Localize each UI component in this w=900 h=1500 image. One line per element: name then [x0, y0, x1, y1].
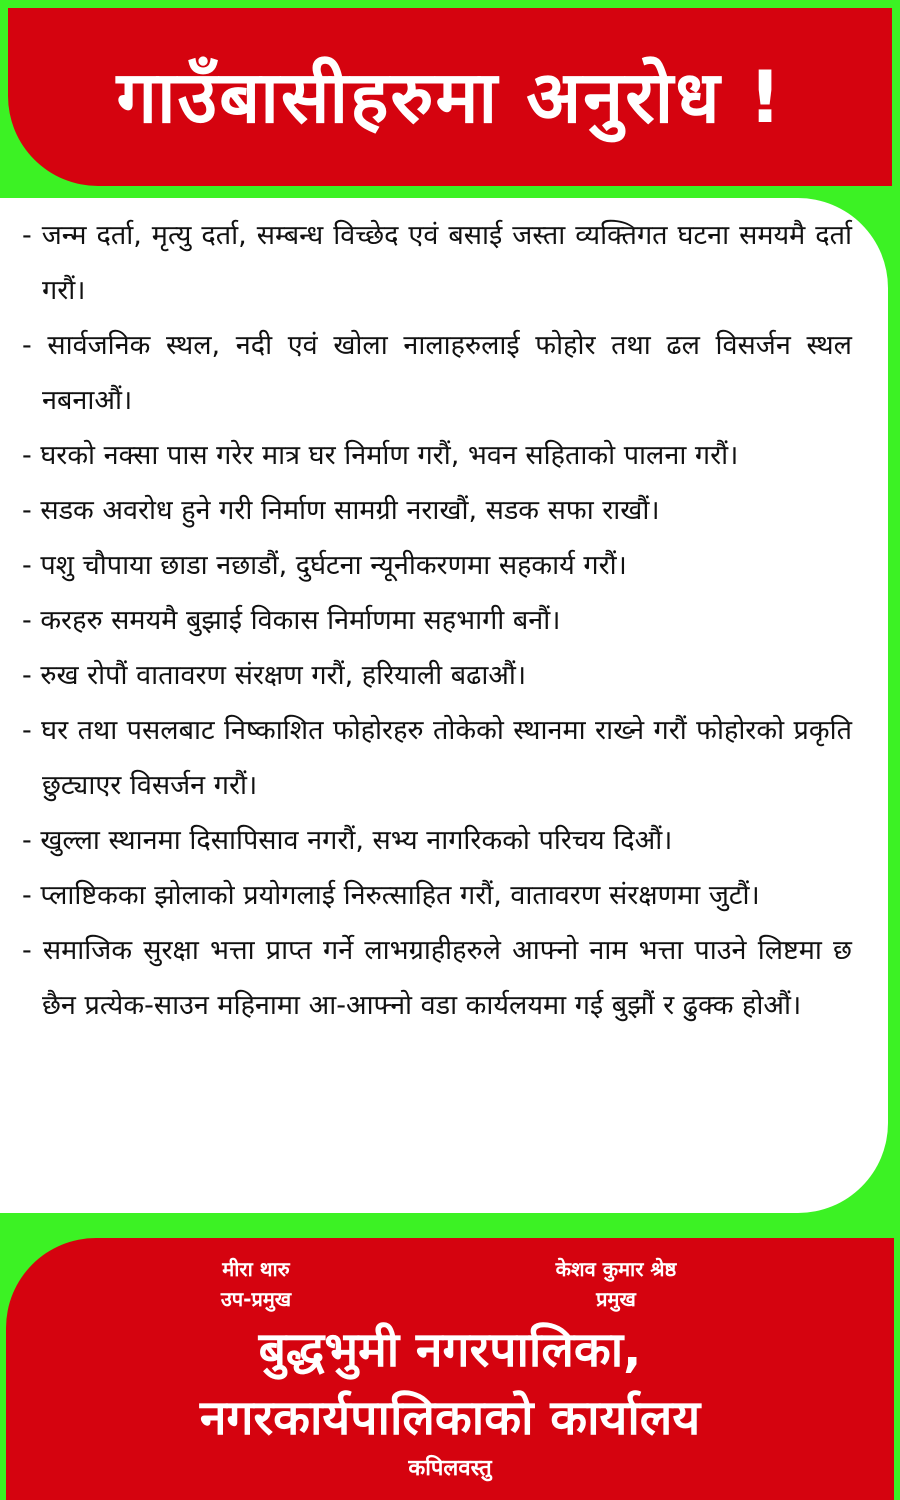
chief-role: प्रमुख	[596, 1287, 636, 1311]
chief-signature	[476, 1254, 756, 1314]
notice-item-4: - सडक अवरोध हुने गरी निर्माण सामग्री नराखौं, सडक सफा राखौं।	[22, 495, 660, 526]
footer-banner	[6, 1238, 894, 1500]
notice-item-9: - खुल्ला स्थानमा दिसापिसाव नगरौं, सभ्य नागरिकको परिचय दिऔं।	[22, 825, 673, 856]
office-name: नगरकार्यपालिकाको कार्यालय	[199, 1390, 701, 1446]
header-banner	[8, 8, 892, 186]
deputy-chief-role: उप-प्रमुख	[220, 1287, 292, 1311]
office-location: कपिलवस्तु	[408, 1456, 492, 1481]
notice-item-3: - घरको नक्सा पास गरेर मात्र घर निर्माण गरौं, भवन सहिताको पालना गरौं।	[22, 440, 739, 471]
notice-list	[14, 208, 852, 1033]
notice-item-11: - समाजिक सुरक्षा भत्ता प्राप्त गर्ने लाभग्राहीहरुले आफ्नो नाम भत्ता पाउने लिष्टमा छ छैन प्रत्येक-साउन महिनामा आ-आफ्नो वडा कार्यलयमा गई बुझौं र ढुक्क होऔं।	[22, 935, 852, 1021]
notice-item-2: - सार्वजनिक स्थल, नदी एवं खोला नालाहरुलाई फोहोर तथा ढल विसर्जन स्थल नबनाऔं।	[22, 330, 852, 416]
notice-item-10: - प्लाष्टिकका झोलाको प्रयोगलाई निरुत्साहित गरौं, वातावरण संरक्षणमा जुटौं।	[22, 880, 760, 911]
notice-item-5: - पशु चौपाया छाडा नछाडौं, दुर्घटना न्यूनीकरणमा सहकार्य गरौं।	[22, 550, 627, 581]
notice-panel	[0, 198, 888, 1213]
deputy-chief-signature	[156, 1254, 356, 1314]
notice-item-8: - घर तथा पसलबाट निष्काशित फोहोरहरु तोकेको स्थानमा राख्ने गरौं फोहोरको प्रकृति छुट्याएर विसर्जन गरौं।	[22, 715, 852, 801]
notice-item-7: - रुख रोपौं वातावरण संरक्षण गरौं, हरियाली बढाऔं।	[22, 660, 527, 691]
municipality-name: बुद्धभुमी नगरपालिका,	[258, 1322, 642, 1378]
chief-name: केशव कुमार श्रेष्ठ	[555, 1257, 677, 1281]
notice-item-1: - जन्म दर्ता, मृत्यु दर्ता, सम्बन्ध विच्छेद एवं बसाई जस्ता व्यक्तिगत घटना समयमै दर्ता गरौं।	[22, 220, 852, 306]
notice-title: गाउँबासीहरुमा अनुरोध !	[116, 55, 784, 139]
notice-item-6: - करहरु समयमै बुझाई विकास निर्माणमा सहभागी बनौं।	[22, 605, 561, 636]
deputy-chief-name: मीरा थारु	[222, 1257, 290, 1281]
